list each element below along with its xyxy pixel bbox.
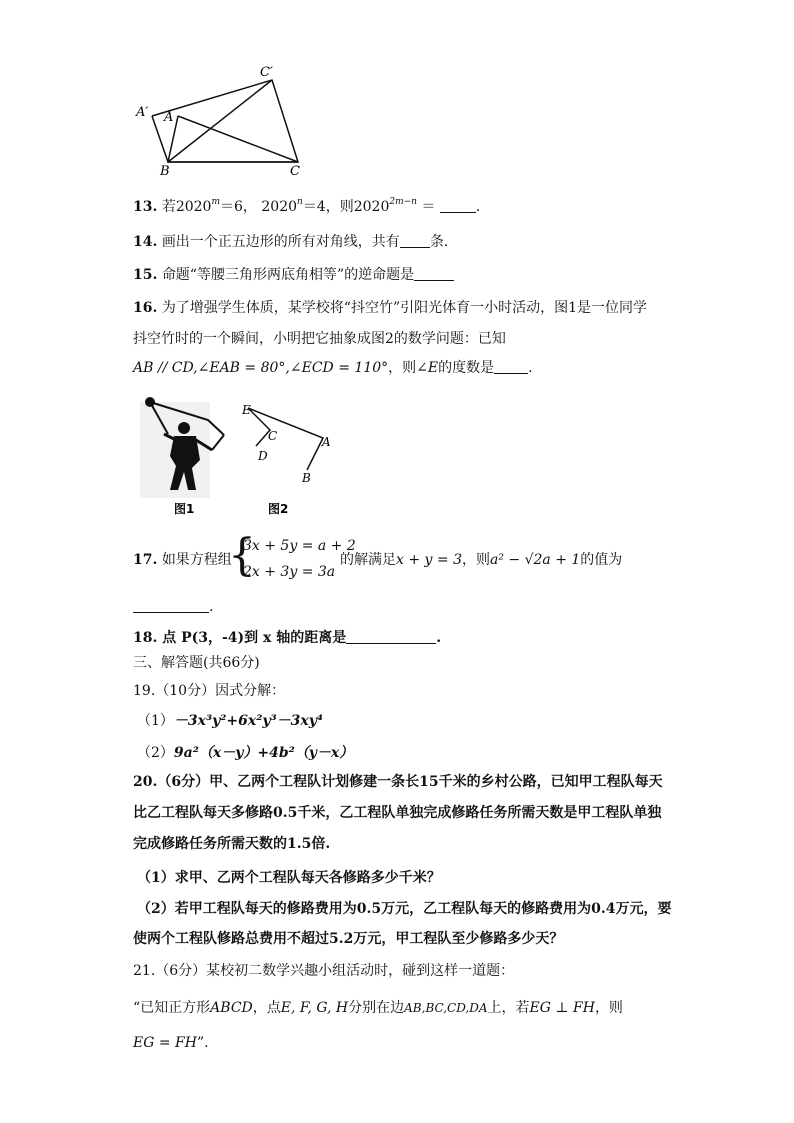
- q14-text: 画出一个正五边形的所有对角线，共有: [161, 234, 400, 250]
- question-18: [133, 628, 441, 648]
- q13-base-3: 2020: [353, 199, 390, 215]
- question-21-line-1: 21.（6分）某校初二数学兴趣小组活动时，碰到这样一道题：: [133, 963, 515, 979]
- q21-square: ABCD: [210, 1000, 253, 1016]
- question-21-line-2: [133, 998, 623, 1018]
- question-16-line-1: [133, 298, 647, 318]
- q14-number: 14.: [133, 234, 158, 250]
- figure-2-geometry: [241, 403, 331, 516]
- question-15: [133, 265, 454, 285]
- fig2-label-a: A: [322, 435, 331, 449]
- question-14: [133, 232, 448, 252]
- q15-text: 命题“等腰三角形两底角相等”的逆命题是: [161, 267, 415, 283]
- q19-p2-expression: 9a²（x－y）+4b²（y－x）: [173, 745, 354, 761]
- q21-quote-open: “已知正方形: [133, 1000, 211, 1016]
- q16-condition: AB // CD,∠EAB = 80°,∠ECD = 110°: [133, 360, 389, 376]
- question-21-line-3: [133, 1033, 209, 1053]
- question-16-line-3: [133, 358, 533, 378]
- label-c-prime: C′: [260, 65, 273, 80]
- q13-eq1: ＝6，: [220, 199, 257, 215]
- q15-number: 15.: [133, 267, 158, 283]
- q21-perp: EG ⊥ FH: [529, 1000, 595, 1016]
- q19-p1-expression: －3x³y²+6x²y³－3xy⁴: [173, 713, 323, 729]
- q19-p1-label: （1）: [137, 713, 174, 729]
- q13-eq3: ＝: [421, 199, 436, 215]
- q14-end: 条.: [429, 234, 449, 250]
- q18-number: 18.: [133, 630, 158, 646]
- q17-expression: a² − √2a + 1: [489, 552, 581, 568]
- q18-end: .: [436, 630, 442, 646]
- figure-inner-shape: [168, 116, 298, 162]
- player-head: [178, 422, 190, 434]
- q17-dot: .: [209, 599, 214, 615]
- fig2-label-c: C: [268, 429, 278, 443]
- q16-line2: 抖空竹时的一个瞬间，小明把它抽象成图2的数学问题：已知: [133, 331, 506, 347]
- q13-base-1: 2020: [175, 199, 212, 215]
- q17-mid: 的解满足: [340, 552, 396, 568]
- label-c: C: [290, 164, 300, 179]
- q17-equation-1: 3x + 5y = a + 2: [243, 538, 356, 554]
- q13-exp-n: n: [297, 197, 303, 207]
- q16-end: 的度数是: [438, 360, 495, 376]
- question-16-line-2: [133, 329, 506, 349]
- question-19-part-2: [137, 743, 353, 763]
- q15-answer-blank[interactable]: [414, 266, 454, 281]
- section-3-title: 三、解答题(共66分): [133, 655, 260, 671]
- q17-answer-line: [133, 597, 213, 617]
- question-17: [133, 550, 232, 570]
- question-20-line-2: 比乙工程队每天多修路0.5千米，乙工程队单独完成修路任务所需天数是甲工程队单独: [133, 805, 662, 821]
- q21-if: 上，若: [487, 1000, 530, 1016]
- q13-pre: 若: [161, 199, 176, 215]
- q17-end: 的值为: [580, 552, 623, 568]
- q21-quote-close: ”.: [196, 1035, 209, 1051]
- q16-angle-e: E: [427, 360, 439, 376]
- question-20-line-1: 20.（6分）甲、乙两个工程队计划修建一条长15千米的乡村公路，已知甲工程队每天: [133, 774, 663, 790]
- fig2-label-e: E: [242, 403, 251, 417]
- q17-equation-2: 2x + 3y = 3a: [243, 564, 336, 580]
- q17-system-brace: {: [228, 530, 256, 581]
- player-stick-right: [212, 435, 224, 450]
- label-a-prime: A′: [136, 105, 149, 120]
- q14-answer-blank[interactable]: [400, 233, 430, 248]
- figure-diagonal: [168, 80, 272, 162]
- question-20-line-3: 完成修路任务所需天数的1.5倍.: [133, 836, 331, 852]
- q13-end: .: [475, 199, 481, 215]
- fig2-label-d: D: [258, 449, 268, 463]
- figure-2-caption: 图2: [268, 502, 289, 516]
- question-13: [133, 197, 480, 217]
- figure-1-caption: 图1: [174, 502, 195, 516]
- q21-points: E, F, G, H: [280, 1000, 349, 1016]
- fig2-label-b: B: [302, 471, 311, 485]
- q17-number: 17.: [133, 552, 158, 568]
- question-19-head: 19.（10分）因式分解：: [133, 683, 286, 699]
- quadrilateral-figure: [130, 60, 310, 180]
- q18-text: 点 P(3，-4)到 x 轴的距离是: [162, 630, 347, 646]
- label-b: B: [160, 164, 170, 179]
- q13-eq2: ＝4，则: [302, 199, 354, 215]
- label-a: A: [164, 110, 174, 125]
- q19-p2-label: （2）: [137, 745, 174, 761]
- q21-then: ，则: [594, 1000, 623, 1016]
- question-20-sub-2b: 使两个工程队修路总费用不超过5.2万元，甲工程队至少修路多少天？: [133, 931, 564, 947]
- q16-line1: 为了增强学生体质，某学校将“抖空竹”引阳光体育一小时活动，图1是一位同学: [161, 300, 648, 316]
- q17-answer-blank[interactable]: [133, 598, 209, 613]
- q18-answer-blank[interactable]: [346, 629, 436, 644]
- q21-conclusion: EG = FH: [133, 1035, 197, 1051]
- q13-number: 13.: [133, 199, 158, 215]
- q21-sides: AB,BC,CD,DA: [404, 1001, 488, 1015]
- figure-outer-shape: [152, 80, 298, 162]
- question-20-sub-2a: （2）若甲工程队每天的修路费用为0.5万元，乙工程队每天的修路费用为0.4万元，要: [137, 901, 672, 917]
- q17-tail: [340, 550, 622, 570]
- q17-comma: ，则: [461, 552, 490, 568]
- q21-dian: ，点: [252, 1000, 281, 1016]
- q13-exp-m: m: [211, 197, 220, 207]
- q16-answer-blank[interactable]: [494, 359, 528, 374]
- question-20-sub-1: （1）求甲、乙两个工程队每天各修路多少千米？: [137, 870, 441, 886]
- q13-exp-2m-n: 2m−n: [389, 197, 417, 207]
- q16-dot: .: [528, 360, 533, 376]
- question-19-part-1: [137, 711, 323, 731]
- q13-answer-blank[interactable]: [440, 198, 476, 213]
- figure-1-diabolo-player: [140, 397, 224, 516]
- q17-condition: x + y = 3: [396, 552, 462, 568]
- q16-number: 16.: [133, 300, 158, 316]
- q17-pre: 如果方程组: [161, 552, 232, 568]
- q21-on: 分别在边: [348, 1000, 405, 1016]
- q16-mid: ，则∠: [388, 360, 428, 376]
- diabolo-figures: [140, 390, 340, 520]
- q13-base-2: 2020: [261, 199, 298, 215]
